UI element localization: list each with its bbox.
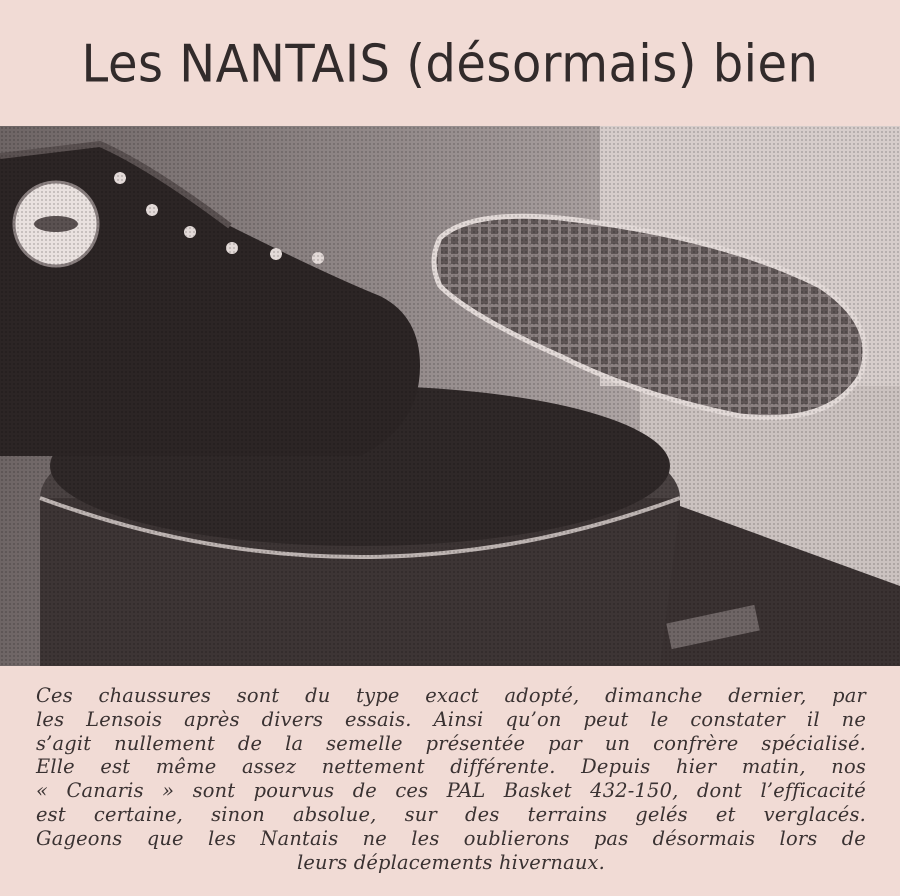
caption-line-5: « Canaris » sont pourvus de ces PAL Basket 432-150, dont l’efficacité — [36, 779, 866, 803]
photo-basketball-shoes — [0, 126, 900, 666]
headline: Les NANTAIS (désormais) bien — [81, 33, 819, 95]
caption-line-3: s’agit nullement de la semelle présentée par un confrère spécialisé. — [36, 731, 866, 755]
caption-line-4: Elle est même assez nettement différente. Depuis hier matin, nos — [36, 755, 866, 779]
caption-line-6: est certaine, sinon absolue, sur des terrains gelés et verglacés. — [36, 802, 866, 826]
caption-line-7: Gageons que les Nantais ne les oublierons pas désormais lors de — [36, 826, 866, 850]
photo-illustration — [0, 126, 900, 666]
photo-caption — [36, 684, 866, 884]
caption-line-1: Ces chaussures sont du type exact adopté, dimanche dernier, par — [36, 684, 866, 707]
caption-line-8: leurs déplacements hivernaux. — [296, 850, 606, 874]
caption-line-2: les Lensois après divers essais. Ainsi qu’on peut le constater il ne — [36, 707, 866, 731]
